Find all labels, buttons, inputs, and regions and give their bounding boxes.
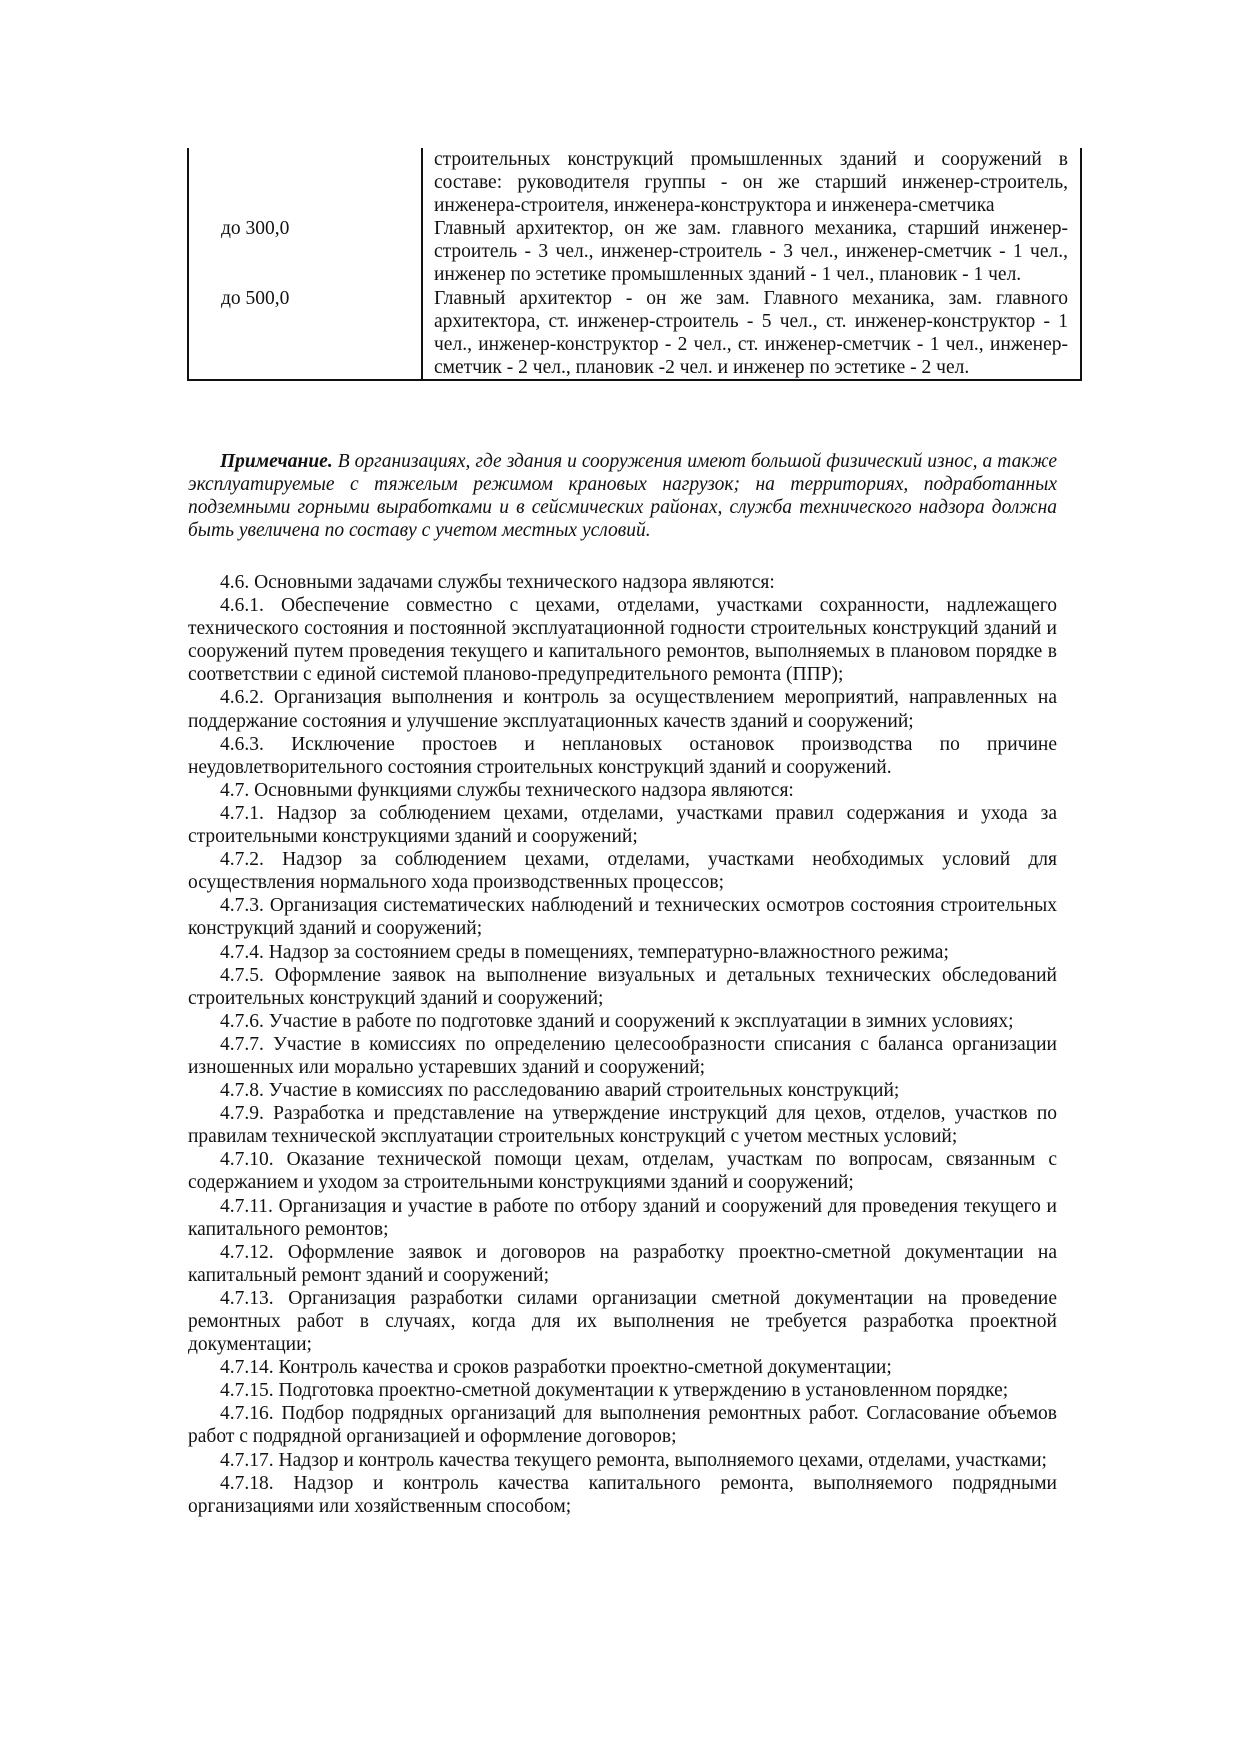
paragraph: 4.6. Основными задачами службы технического надзора являются: [220,572,775,593]
paragraph: 4.6.1. Обеспечение совместно с цехами, отделами, участками сохранности, надлежащего технического состояния и постоянной эксплуатационной годности строительных конструкций зданий и сооружений путем проведения текущего и капитального ремонтов, выполняемых в плановом порядке в соответствии с единой системой планово-предупредительного ремонта (ППР); [188,595,1057,686]
paragraph: 4.7.3. Организация систематических наблюдений и технических осмотров состояния строительных конструкций зданий и сооружений; [188,895,1057,940]
paragraph: 4.7.9. Разработка и представление на утверждение инструкций для цехов, отделов, участков по правилам технической эксплуатации строительных конструкций с учетом местных условий; [188,1103,1057,1148]
paragraph: 4.7.12. Оформление заявок и договоров на разработку проектно-сметной документации на капитальный ремонт зданий и сооружений; [188,1241,1057,1286]
paragraph: 4.7. Основными функциями службы технического надзора являются: [220,779,794,801]
paragraph: 4.7.6. Участие в работе по подготовке зданий и сооружений к эксплуатации в зимних условиях; [220,1010,1014,1032]
paragraph: 4.7.2. Надзор за соблюдением цехами, отделами, участками необходимых условий для осуществления нормального хода производственных процессов; [188,849,1057,894]
paragraph: 4.7.13. Организация разработки силами организации сметной документации на проведение ремонтных работ в случаях, когда для их выполнения не требуется разработка проектной документации; [188,1287,1057,1356]
paragraph: 4.7.15. Подготовка проектно-сметной документации к утверждению в установленном порядке; [220,1380,1009,1402]
staff-table [187,148,1082,381]
paragraph: 4.7.11. Организация и участие в работе по отбору зданий и сооружений для проведения текущего и капитального ремонтов; [188,1195,1057,1240]
volume-cell: до 500,0 [188,287,422,380]
paragraph: 4.6.3. Исключение простоев и неплановых остановок производства по причине неудовлетворительного состояния строительных конструкций зданий и сооружений. [188,733,1057,778]
paragraph: 4.7.18. Надзор и контроль качества капитального ремонта, выполняемого подрядными организациями или хозяйственным способом; [188,1472,1057,1517]
staff-cell: Главный архитектор - он же зам. Главного механика, зам. главного архитектора, ст. инженер-строитель - 5 чел., ст. инженер-конструктор - 1 чел., инженер-конструктор - 2 чел., ст. инженер-сметчик - 1 чел., инженер-сметчик - 2 чел., плановик -2 чел. и инженер по эстетике - 2 чел. [422,287,1081,380]
paragraph: 4.6.2. Организация выполнения и контроль за осуществлением мероприятий, направленных на поддержание состояния и улучшение эксплуатационных качеств зданий и сооружений; [188,687,1057,732]
document-body [188,571,1057,1518]
note-text: В организациях, где здания и сооружения имеют большой физический износ, а также эксплуатируемые с тяжелым режимом крановых нагрузок; на территориях, подработанных подземными горными выработками и в сейсмических районах, служба технического надзора должна быть увеличена по составу с учетом местных условий. [188,451,1057,542]
paragraph: 4.7.4. Надзор за состоянием среды в помещениях, температурно-влажностного режима; [220,941,949,963]
table-row [188,217,1081,286]
table-row [188,148,1081,217]
paragraph: 4.7.10. Оказание технической помощи цехам, отделам, участкам по вопросам, связанным с содержанием и уходом за строительными конструкциями зданий и сооружений; [188,1149,1057,1194]
staff-cell: строительных конструкций промышленных зданий и сооружений в составе: руководителя группы - он же старший инженер-строитель, инженера-строителя, инженера-конструктора и инженера-сметчика [422,148,1081,217]
staff-cell: Главный архитектор, он же зам. главного механика, старший инженер-строитель - 3 чел., инженер-строитель - 3 чел., инженер-сметчик - 1 чел., инженер по эстетике промышленных зданий - 1 чел., плановик - 1 чел. [422,217,1081,286]
paragraph: 4.7.5. Оформление заявок на выполнение визуальных и детальных технических обследований строительных конструкций зданий и сооружений; [188,964,1057,1009]
paragraph: 4.7.7. Участие в комиссиях по определению целесообразности списания с баланса организации изношенных или морально устаревших зданий и сооружений; [188,1033,1057,1078]
paragraph: 4.7.16. Подбор подрядных организаций для выполнения ремонтных работ. Согласование объемов работ с подрядной организацией и оформление договоров; [188,1403,1057,1448]
paragraph: 4.7.8. Участие в комиссиях по расследованию аварий строительных конструкций; [220,1080,900,1102]
paragraph: 4.7.14. Контроль качества и сроков разработки проектно-сметной документации; [220,1357,892,1379]
paragraph: 4.7.1. Надзор за соблюдением цехами, отделами, участками правил содержания и ухода за строительными конструкциями зданий и сооружений; [188,802,1057,848]
table-row [188,287,1081,380]
paragraph: 4.7.17. Надзор и контроль качества текущего ремонта, выполняемого цехами, отделами, участками; [220,1449,1047,1471]
volume-cell [188,148,422,217]
volume-cell: до 300,0 [188,217,422,286]
note-paragraph [188,450,1057,542]
note-label: Примечание. [220,451,333,472]
